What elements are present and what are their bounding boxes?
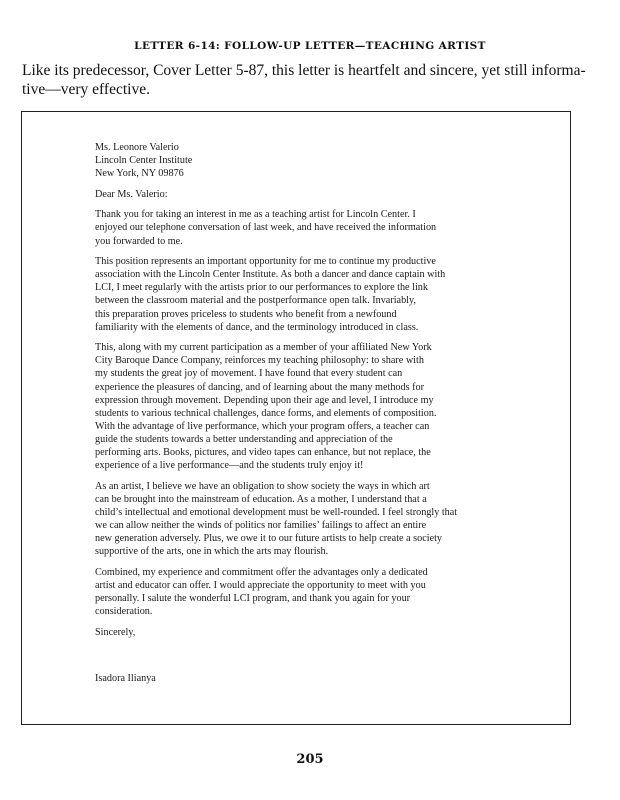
paragraph-line: familiarity with the elements of dance, and the terminology introduced in class. — [95, 321, 419, 333]
address-line: New York, NY 09876 — [95, 168, 184, 180]
intro-line: tive—very effective. — [22, 81, 150, 98]
paragraph-line: guide the students towards a better understanding and appreciation of the — [95, 433, 393, 445]
paragraph-line: This position represents an important opportunity for me to continue my productive — [95, 256, 436, 268]
paragraph-line: This, along with my current participation as a member of your affiliated New York — [95, 342, 432, 354]
paragraph-line: enjoyed our telephone conversation of last week, and have received the information — [95, 222, 437, 234]
signature-name: Isadora Ilianya — [95, 673, 156, 685]
paragraph-line: Combined, my experience and commitment offer the advantages only a dedicated — [95, 566, 428, 578]
paragraph-line: my students the great joy of movement. I have found that every student can — [95, 368, 403, 380]
address-line: Lincoln Center Institute — [95, 155, 193, 167]
paragraph-line: Thank you for taking an interest in me as a teaching artist for Lincoln Center. I — [95, 209, 416, 221]
paragraph-line: you forwarded to me. — [95, 235, 183, 247]
salutation: Dear Ms. Valerio: — [95, 188, 168, 200]
paragraph-line: With the advantage of live performance, which your program offers, a teacher can — [95, 420, 430, 432]
address-line: Ms. Leonore Valerio — [95, 142, 179, 153]
paragraph-line: As an artist, I believe we have an obligation to show society the ways in which art — [95, 480, 430, 492]
paragraph-line: experience of a live performance—and the students truly enjoy it! — [95, 460, 364, 472]
page-header-title: LETTER 6-14: FOLLOW-UP LETTER—TEACHING ARTIST — [134, 40, 486, 52]
page-number: 205 — [296, 752, 324, 767]
letter-paragraph — [95, 341, 535, 472]
recipient-address — [95, 141, 535, 180]
paragraph-line: students to various technical challenges, dance forms, and elements of composition. — [95, 407, 437, 419]
paragraph-line: this preparation proves priceless to students who benefit from a newfound — [95, 308, 397, 320]
paragraph-line: expression through movement. Depending upon their age and level, I introduce my — [95, 394, 434, 406]
paragraph-line: we can allow neither the winds of politics nor families’ failings to affect an entire — [95, 519, 427, 531]
paragraph-line: experience the pleasures of dancing, and of learning about the many methods for — [95, 381, 424, 393]
letter-body — [95, 141, 535, 693]
letter-paragraph — [95, 255, 535, 334]
paragraph-line: personally. I salute the wonderful LCI program, and thank you again for your — [95, 592, 411, 604]
paragraph-line: City Baroque Dance Company, reinforces my teaching philosophy: to share with — [95, 355, 424, 367]
intro-line: Like its predecessor, Cover Letter 5-87, this letter is heartfelt and sincere, yet still informa- — [22, 62, 586, 79]
paragraph-line: LCI, I meet regularly with the artists prior to our performances to explore the link — [95, 282, 428, 294]
intro-text — [22, 61, 602, 99]
paragraph-line: consideration. — [95, 606, 153, 617]
paragraph-line: artist and educator can offer. I would appreciate the opportunity to meet with you — [95, 579, 426, 591]
paragraph-line: child’s intellectual and emotional development must be well-rounded. I feel strongly that — [95, 506, 458, 518]
letter-paragraph — [95, 480, 535, 559]
letter-paragraph — [95, 208, 535, 247]
letter-paragraph — [95, 566, 535, 618]
paragraph-line: supportive of the arts, one in which the arts may flourish. — [95, 546, 329, 558]
paragraph-line: new generation adversely. Plus, we owe it to our future artists to help create a society — [95, 533, 443, 545]
paragraph-line: performing arts. Books, pictures, and video tapes can enhance, but not replace, the — [95, 446, 431, 458]
paragraph-line: association with the Lincoln Center Institute. As both a dancer and dance captain with — [95, 269, 446, 281]
closing: Sincerely, — [95, 626, 136, 638]
paragraph-line: between the classroom material and the postperformance open talk. Invariably, — [95, 295, 416, 307]
signature-space — [95, 646, 535, 672]
paragraph-line: can be brought into the mainstream of education. As a mother, I understand that a — [95, 493, 427, 505]
